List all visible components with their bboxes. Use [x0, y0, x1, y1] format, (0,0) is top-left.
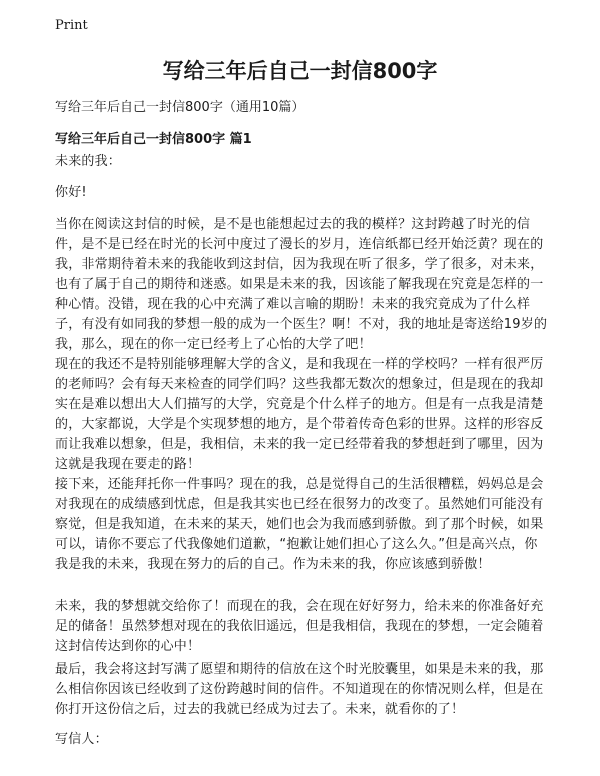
print-label: Print [55, 18, 88, 33]
section-heading: 写给三年后自己一封信800字 篇1 [55, 132, 252, 147]
paragraph: 当你在阅读这封信的时候，是不是也能想起过去的我的模样？这封跨越了时光的信件，是不是已经在时光的长河中度过了漫长的岁月，连信纸都已经开始泛黄？现在的我，非常期待着未来的我能收到这封信，因为我现在听了很多，学了很多，对未来，也有了属于自己的期待和迷惑。如果是未来的我，因该能了解我现在究竟是怎样的一种心情。没错，现在我的心中充满了难以言喻的期盼！未来的我究竟成为了什么样子，有没有如同我的梦想一般的成为一个医生？啊！不对，我的地址是寄送给19岁的我，那么，现在的你一定已经考上了心怡的大学了吧！ [55, 217, 548, 352]
salutation: 未来的我： [55, 154, 122, 169]
signature-line: 写信人： [55, 732, 108, 747]
paragraph: 接下来，还能拜托你一件事吗？现在的我，总是觉得自己的生活很糟糕，妈妈总是会对我现在的成绩感到忧虑，但是我其实也已经在很努力的改变了。虽然她们可能没有察觉，但是我知道，在未来的某天，她们也会为我而感到骄傲。到了那个时候，如果可以，请你不要忘了代我像她们道歉，“抱歉让她们担心了这么久。”但是高兴点，你我是我的未来，我现在努力的后的自己。作为未来的我，你应该感到骄傲！ [55, 477, 544, 572]
paragraph: 现在的我还不是特别能够理解大学的含义，是和我现在一样的学校吗？一样有很严厉的老师吗？会有每天来检查的同学们吗？这些我都无数次的想象过，但是现在的我却实在是难以想出大人们描写的大学，究竟是个什么样子的地方。但是有一点我是清楚的，大家都说，大学是个实现梦想的地方，是个带着传奇色彩的世界。这样的形容反而让我难以想象，但是，我相信，未来的我一定已经带着我的梦想赶到了哪里，因为这就是我现在要走的路！ [55, 357, 544, 472]
greeting: 你好! [55, 185, 87, 200]
paragraph: 未来，我的梦想就交给你了！而现在的我，会在现在好好努力，给未来的你准备好充足的储备！虽然梦想对现在的我依旧遥远，但是我相信，我现在的梦想，一定会随着这封信传达到你的心中！ [55, 599, 544, 654]
paragraph: 最后，我会将这封写满了愿望和期待的信放在这个时光胶囊里，如果是未来的我，那么相信你因该已经收到了这份跨越时间的信件。不知道现在的你情况则么样，但是在你打开这份信之后，过去的我就已经成为过去了。未来，就看你的了！ [55, 662, 544, 717]
document-title: 写给三年后自己一封信800字 [162, 59, 438, 83]
document-subtitle: 写给三年后自己一封信800字（通用10篇） [55, 100, 305, 115]
